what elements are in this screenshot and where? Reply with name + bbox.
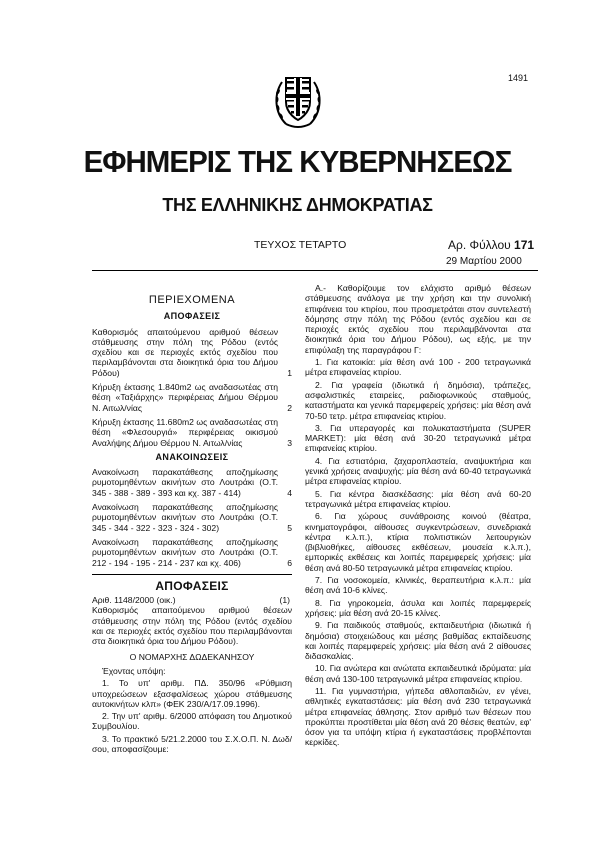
toc-item[interactable] — [92, 502, 292, 533]
toc-item-text: Ανακοίνωση παρακατάθεσης αποζημίωσης ρυμοτομηθέντων ακινήτων στο Λουτράκι (Ο.Τ. 345 - 344 - 322 - 323 - 324 - 302) — [92, 502, 278, 533]
decision-summary: Καθορισμός απαιτούμενου αριθμού θέσεων στάθμευσης στην πόλη της Ρόδου (εντός σχεδίου και σε περιοχές εκτός σχεδίου που περιλαμβάνονται στα διοικητικά όρια του Δήμου Ρόδου). — [92, 605, 292, 647]
sheet-number-value: 171 — [514, 238, 535, 252]
having-label: Έχοντας υπόψη: — [102, 665, 166, 676]
decision-paragraph: 3. Το πρακτικό 5/21.2.2000 του Σ.Χ.Ο.Π. Ν. Δωδ/σου, αποφασίζουμε: — [92, 733, 292, 754]
toc-item-page: 1 — [287, 367, 292, 378]
gazette-subtitle: ΤΗΣ ΕΛΛΗΝΙΚΗΣ ΔΗΜΟΚΡΑΤΙΑΣ — [162, 195, 433, 215]
toc-heading: ΠΕΡΙΕΧΟΜΕΝΑ — [148, 294, 236, 306]
toc-section-title: ΑΝΑΚΟΙΝΩΣΕΙΣ — [155, 451, 229, 462]
gazette-title: ΕΦΗΜΕΡΙΣ ΤΗΣ ΚΥΒΕΡΝΗΣΕΩΣ — [83, 144, 512, 179]
toc-item[interactable] — [92, 382, 292, 413]
right-column — [305, 283, 531, 750]
toc-item-page: 2 — [287, 402, 292, 413]
coat-of-arms-emblem — [272, 72, 324, 130]
decision-paragraph: 5. Για κέντρα διασκέδασης: μία θέση ανά 60-20 τετραγωνικά μέτρα επιφανείας κτιρίου. — [305, 488, 531, 509]
header-rule — [92, 270, 538, 271]
decision-paragraph: 2. Την υπ' αριθμ. 6/2000 απόφαση του Δημοτικού Συμβουλίου. — [92, 711, 292, 732]
page-number: 1491 — [508, 73, 529, 83]
decision-paragraph: 3. Για υπεραγορές και πολυκαταστήματα (SUPER MARKET): μία θέση ανά 30-20 τετραγωνικά μέτρα επιφανείας κτιρίου. — [305, 422, 531, 454]
toc-item-page: 4 — [287, 487, 292, 498]
toc-item[interactable] — [92, 417, 292, 448]
decision-authority: Ο ΝΟΜΑΡΧΗΣ ΔΩΔΕΚΑΝΗΣΟΥ — [129, 651, 255, 662]
toc-item-page: 3 — [287, 437, 292, 448]
toc-item-page: 5 — [287, 522, 292, 533]
decisions-heading: ΑΠΟΦΑΣΕΙΣ — [155, 578, 229, 593]
decision-paragraph: 8. Για γηροκομεία, άσυλα και λοιπές παρεμφερείς χρήσεις: μία θέση ανά 20-15 κλίνες. — [305, 597, 531, 618]
toc-item-text: Καθορισμός απαιτούμενου αριθμού θέσεων στάθμευσης στην πόλη της Ρόδου (εντός σχεδίου και σε περιοχές εκτός σχεδίου που περιλαμβάνονται στα διοικητικά όρια του Δήμου Ρόδου) — [92, 326, 278, 378]
decision-paragraph: 7. Για νοσοκομεία, κλινικές, θεραπευτήρια κ.λ.π.: μία θέση ανά 10-6 κλίνες. — [305, 575, 531, 596]
decision-number-line — [92, 595, 292, 605]
decision-paragraph: 6. Για χώρους συνάθροισης κοινού (θέατρα, κινηματογράφοι, αίθουσες συγκεντρώσεων, συνεδριακά κέντρα κ.λ.π.), κτίρια πολιτιστικών λειτουργιών (βιβλιοθήκες, αίθουσες εκθέσεων, μουσεία κ.λ.π.), εμπορικές εκθέσεις και λοιπές παρεμφερείς χρήσεις: μία θέση ανά 80-50 τετραγωνικά μέτρα επιφανείας κτιρίου. — [305, 511, 531, 573]
issue-date: 29 Μαρτίου 2000 — [446, 256, 522, 267]
decision-paragraph: 2. Για γραφεία (ιδιωτικά ή δημόσια), τράπεζες, ασφαλιστικές εταιρείες, ραδιοφωνικούς σταθμούς, καταστήματα και γενικά παρεμφερείς χρήσεις: μία θέση ανά 70-50 τετρ. μέτρα επιφανείας κτιρίου. — [305, 379, 531, 421]
decision-paragraph: 11. Για γυμναστήρια, γήπεδα αθλοπαιδιών, εν γένει, αθλητικές εγκαταστάσεις: μία θέση ανά 230 τετραγωνικά μέτρα επιφανείας άθλησης. Στον αριθμό των θέσεων που προκύπτει προστίθεται μία θέση ανά 20 θέσεις θεατών, εφ' όσον για τα υπόψη κτίρια ή εγκαταστάσεις προβλέπονται κερκίδες. — [305, 685, 531, 748]
left-column — [92, 283, 292, 756]
sheet-label: Αρ. Φύλλου — [448, 238, 511, 252]
decision-number: Αριθ. 1148/2000 (οικ.) — [92, 595, 176, 606]
issue-label: ΤΕΥΧΟΣ ΤΕΤΑΡΤΟ — [254, 239, 347, 251]
toc-item-page: 6 — [287, 557, 292, 568]
toc-item-text: Κήρυξη έκτασης 1.840m2 ως αναδασωτέας στη θέση «Ταξιάρχης» περιφέρειας Δήμου Θέρμου Ν. Αιτωλ/νίας — [92, 382, 278, 413]
toc-item[interactable] — [92, 467, 292, 498]
decision-paragraph: 4. Για εστιατόρια, ζαχαροπλαστεία, αναψυκτήρια και γενικά χρήσεις αναψυχής: μία θέση ανά 60-40 τετραγωνικά μέτρα επιφανείας κτιρίου. — [305, 455, 531, 487]
sheet-number — [448, 238, 534, 252]
toc-section-title: ΑΠΟΦΑΣΕΙΣ — [163, 311, 221, 322]
toc-item-text: Ανακοίνωση παρακατάθεσης αποζημίωσης ρυμοτομηθέντων ακινήτων στο Λουτράκι (Ο.Τ. 345 - 388 - 389 - 393 και κχ. 387 - 414) — [92, 467, 278, 498]
decision-paragraph: 10. Για ανώτερα και ανώτατα εκπαιδευτικά ιδρύματα: μία θέση ανά 130-100 τετραγωνικά μέτρα επιφανείας κτιρίου. — [305, 663, 531, 684]
toc-item-text: Κήρυξη έκτασης 11.680m2 ως αναδασωτέας στη θέση «Φλεσουργιά» περιφέρειας οικισμού Αναλήψης Δήμου Θέρμου Ν. Αιτωλ/νίας — [92, 416, 278, 448]
section-divider — [92, 574, 292, 575]
decision-paragraph: 9. Για παιδικούς σταθμούς, εκπαιδευτήρια (ιδιωτικά ή δημόσια) στοιχειώδους και μέσης βαθμίδας εκπαίδευσης και λοιπές παρεμφερείς χρήσεις: μία θέση ανά 2 αίθουσες διδασκαλίας. — [305, 620, 531, 662]
toc-item[interactable] — [92, 537, 292, 568]
decision-paragraph: Α.- Καθορίζουμε τον ελάχιστο αριθμό θέσεων στάθμευσης ανάλογα με την χρήση και την συνολική επιφάνεια του κτιρίου, που προσμετράται στον συντελεστή δόμησης στην πόλη της Ρόδου (εντός σχεδίου και σε περιοχές εκτός σχεδίου που περιλαμβάνονται στα διοικητικά όρια του Δήμου Ρόδου), ως εξής, με την επιφύλαξη της παραγράφου Γ: — [305, 283, 531, 355]
decision-paragraph: 1. Το υπ' αριθμ. ΠΔ. 350/96 «Ρύθμιση υποχρεώσεων εξασφαλίσεως χώρου στάθμευσης αυτοκινήτων κλπ» (ΦΕΚ 230/Α/17.09.1996). — [92, 678, 292, 709]
decision-paragraph: 1. Για κατοικία: μία θέση ανά 100 - 200 τετραγωνικά μέτρα επιφανείας κτιρίου. — [305, 357, 531, 378]
decision-marker: (1) — [279, 595, 290, 606]
toc-item-text: Ανακοίνωση παρακατάθεσης αποζημίωσης ρυμοτομηθέντων ακινήτων στο Λουτράκι (Ο.Τ. 212 - 194 - 195 - 214 - 237 και κχ. 406) — [92, 536, 278, 568]
toc-item[interactable] — [92, 327, 292, 378]
